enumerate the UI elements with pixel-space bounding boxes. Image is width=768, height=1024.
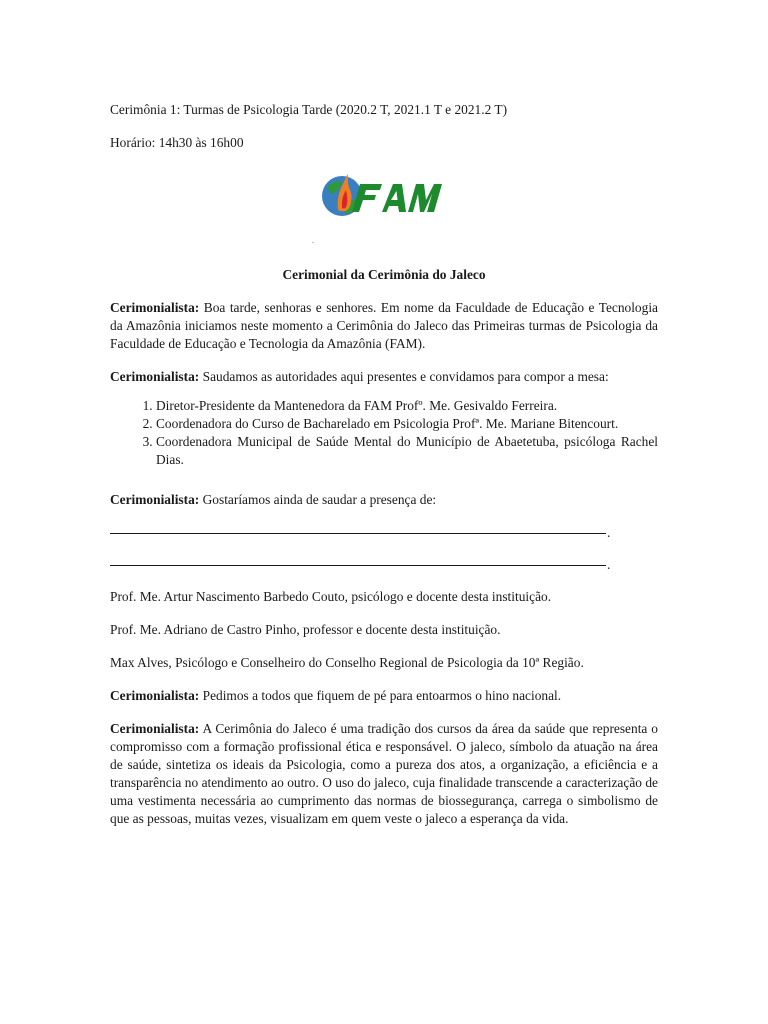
paragraph-text: A Cerimônia do Jaleco é uma tradição dos cursos da área da saúde que representa o compromisso com a formação profissional ética e responsável. O jaleco, símbolo da atuação na área de saúde, sintetiza os ideais da Psicologia, como a pureza dos atos, a organização, a eficiência e a transparência no atendimento ao outro. O uso do jaleco, cuja finalidade transcende a caracterização de uma vestimenta necessária ao cumprimento das normas de biossegurança, carrega o simbolismo de que as pessoas, muitas vezes, visualizam em quem veste o jaleco a esperança da vida. — [110, 721, 659, 826]
paragraph-text: Gostaríamos ainda de saudar a presença de: — [202, 492, 437, 507]
speaker-label: Cerimonialista: — [110, 721, 200, 736]
fam-logo-icon — [320, 172, 452, 220]
ceremony-line: Cerimônia 1: Turmas de Psicologia Tarde (2020.2 T, 2021.1 T e 2021.2 T) — [110, 102, 508, 117]
document-body — [110, 101, 658, 843]
paragraph-text: Boa tarde, senhoras e senhores. Em nome da Faculdade de Educação e Tecnologia da Amazônia iniciamos neste momento a Cerimônia do Jaleco das Primeiras turmas de Psicologia da Faculdade de Educação e Tecnologia da Amazônia (FAM). — [110, 300, 658, 351]
blank-line — [110, 556, 658, 574]
blank-line — [110, 524, 658, 542]
document-title: Cerimonial da Cerimônia do Jaleco — [282, 267, 486, 282]
paragraph-welcome — [110, 299, 658, 353]
paragraph-text: Pedimos a todos que fiquem de pé para entoarmos o hino nacional. — [202, 688, 562, 703]
blank-line-period: . — [607, 525, 611, 540]
blank-underline — [110, 565, 606, 566]
list-item: 2. Coordenadora do Curso de Bacharelado em Psicologia Profª. Me. Mariane Bitencourt. — [156, 415, 658, 433]
speaker-label: Cerimonialista: — [110, 369, 200, 384]
speaker-label: Cerimonialista: — [110, 688, 200, 703]
guest-line: Prof. Me. Adriano de Castro Pinho, professor e docente desta instituição. — [110, 622, 501, 637]
paragraph-anthem — [110, 687, 658, 705]
list-item: 3. Coordenadora Municipal de Saúde Mental do Município de Abaetetuba, psicóloga Rachel Dias. — [156, 433, 658, 469]
paragraph-guests — [110, 491, 658, 509]
blank-underline — [110, 533, 606, 534]
time-line: Horário: 14h30 às 16h00 — [110, 135, 244, 150]
authorities-list — [110, 397, 658, 469]
fam-logo — [110, 172, 658, 250]
list-item: 1. Diretor-Presidente da Mantenedora da FAM Profº. Me. Gesivaldo Ferreira. — [156, 397, 658, 415]
guest-line: Prof. Me. Artur Nascimento Barbedo Couto, psicólogo e docente desta instituição. — [110, 589, 552, 604]
paragraph-authorities — [110, 368, 658, 386]
guest-line: Max Alves, Psicólogo e Conselheiro do Conselho Regional de Psicologia da 10ª Região. — [110, 655, 584, 670]
blank-line-period: . — [607, 557, 611, 572]
stray-dot: . — [312, 236, 314, 245]
paragraph-text: Saudamos as autoridades aqui presentes e convidamos para compor a mesa: — [202, 369, 609, 384]
speaker-label: Cerimonialista: — [110, 492, 200, 507]
speaker-label: Cerimonialista: — [110, 300, 200, 315]
paragraph-jaleco — [110, 720, 658, 828]
